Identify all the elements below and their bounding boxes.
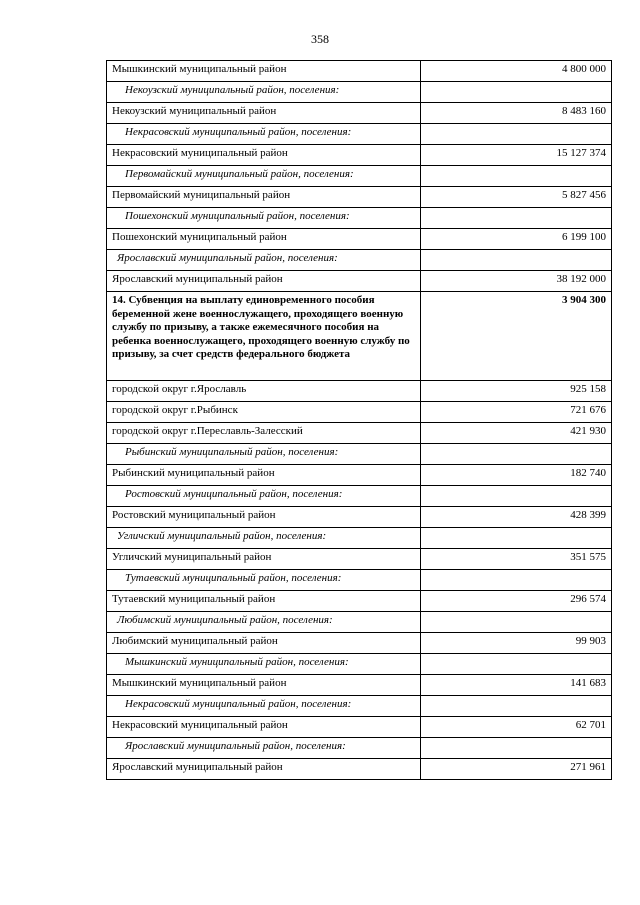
table-row <box>107 423 612 444</box>
subsidy-table-body <box>107 61 612 780</box>
amount-cell: 5 827 456 <box>421 187 612 208</box>
table-row <box>107 271 612 292</box>
recipient-name: Ярославский муниципальный район, поселения: <box>107 738 421 759</box>
amount-cell: 8 483 160 <box>421 103 612 124</box>
table-row <box>107 402 612 423</box>
recipient-name: Тутаевский муниципальный район <box>107 591 421 612</box>
table-row <box>107 61 612 82</box>
amount-cell <box>421 166 612 187</box>
recipient-name: Мышкинский муниципальный район <box>107 675 421 696</box>
amount-cell: 15 127 374 <box>421 145 612 166</box>
recipient-name: Ростовский муниципальный район <box>107 507 421 528</box>
table-row <box>107 717 612 738</box>
amount-cell <box>421 82 612 103</box>
amount-cell: 351 575 <box>421 549 612 570</box>
amount-cell: 721 676 <box>421 402 612 423</box>
recipient-name: Любимский муниципальный район, поселения: <box>107 612 421 633</box>
amount-cell: 141 683 <box>421 675 612 696</box>
recipient-name: Мышкинский муниципальный район, поселения: <box>107 654 421 675</box>
amount-cell <box>421 208 612 229</box>
settlement-subheader-row <box>107 250 612 271</box>
table-row <box>107 633 612 654</box>
recipient-name: Рыбинский муниципальный район, поселения: <box>107 444 421 465</box>
recipient-name: Ярославский муниципальный район <box>107 271 421 292</box>
amount-cell: 99 903 <box>421 633 612 654</box>
recipient-name: Ярославский муниципальный район <box>107 759 421 780</box>
section-title: 14. Субвенция на выплату единовременного пособия беременной жене военнослужащего, проходящего военную службу по призыву, а также ежемесячного пособия на ребенка военнослужащего, проходящего военную службу по призыву, за счет средств федерального бюджета <box>107 292 421 381</box>
section-header-row <box>107 292 612 381</box>
amount-cell: 421 930 <box>421 423 612 444</box>
recipient-name: Рыбинский муниципальный район <box>107 465 421 486</box>
table-row <box>107 229 612 250</box>
settlement-subheader-row <box>107 82 612 103</box>
recipient-name: Пошехонский муниципальный район <box>107 229 421 250</box>
amount-cell <box>421 528 612 549</box>
recipient-name: Некрасовский муниципальный район, поселения: <box>107 696 421 717</box>
table-row <box>107 591 612 612</box>
amount-cell <box>421 612 612 633</box>
amount-cell <box>421 654 612 675</box>
settlement-subheader-row <box>107 486 612 507</box>
recipient-name: Некоузский муниципальный район, поселения: <box>107 82 421 103</box>
recipient-name: Пошехонский муниципальный район, поселения: <box>107 208 421 229</box>
recipient-name: Некоузский муниципальный район <box>107 103 421 124</box>
recipient-name: Ростовский муниципальный район, поселения: <box>107 486 421 507</box>
recipient-name: Угличский муниципальный район <box>107 549 421 570</box>
table-row <box>107 381 612 402</box>
settlement-subheader-row <box>107 738 612 759</box>
recipient-name: Мышкинский муниципальный район <box>107 61 421 82</box>
subsidy-table <box>106 60 612 780</box>
settlement-subheader-row <box>107 528 612 549</box>
amount-cell <box>421 250 612 271</box>
page-number: 358 <box>311 32 329 46</box>
settlement-subheader-row <box>107 124 612 145</box>
amount-cell: 296 574 <box>421 591 612 612</box>
settlement-subheader-row <box>107 612 612 633</box>
amount-cell: 925 158 <box>421 381 612 402</box>
amount-cell <box>421 486 612 507</box>
settlement-subheader-row <box>107 570 612 591</box>
section-total-amount: 3 904 300 <box>421 292 612 381</box>
settlement-subheader-row <box>107 696 612 717</box>
settlement-subheader-row <box>107 444 612 465</box>
table-row <box>107 465 612 486</box>
recipient-name: Некрасовский муниципальный район, поселения: <box>107 124 421 145</box>
table-row <box>107 549 612 570</box>
recipient-name: Тутаевский муниципальный район, поселения: <box>107 570 421 591</box>
recipient-name: Первомайский муниципальный район, поселения: <box>107 166 421 187</box>
amount-cell: 6 199 100 <box>421 229 612 250</box>
recipient-name: городской округ г.Переславль-Залесский <box>107 423 421 444</box>
settlement-subheader-row <box>107 654 612 675</box>
table-row <box>107 759 612 780</box>
amount-cell: 4 800 000 <box>421 61 612 82</box>
table-row <box>107 187 612 208</box>
recipient-name: Первомайский муниципальный район <box>107 187 421 208</box>
table-row <box>107 675 612 696</box>
settlement-subheader-row <box>107 166 612 187</box>
recipient-name: Некрасовский муниципальный район <box>107 717 421 738</box>
amount-cell <box>421 738 612 759</box>
table-row <box>107 507 612 528</box>
amount-cell: 428 399 <box>421 507 612 528</box>
amount-cell <box>421 124 612 145</box>
recipient-name: Угличский муниципальный район, поселения: <box>107 528 421 549</box>
recipient-name: Ярославский муниципальный район, поселения: <box>107 250 421 271</box>
amount-cell: 62 701 <box>421 717 612 738</box>
recipient-name: Любимский муниципальный район <box>107 633 421 654</box>
recipient-name: Некрасовский муниципальный район <box>107 145 421 166</box>
table-row <box>107 145 612 166</box>
amount-cell: 182 740 <box>421 465 612 486</box>
settlement-subheader-row <box>107 208 612 229</box>
amount-cell: 271 961 <box>421 759 612 780</box>
table-row <box>107 103 612 124</box>
amount-cell <box>421 444 612 465</box>
amount-cell <box>421 570 612 591</box>
recipient-name: городской округ г.Ярославль <box>107 381 421 402</box>
recipient-name: городской округ г.Рыбинск <box>107 402 421 423</box>
amount-cell <box>421 696 612 717</box>
amount-cell: 38 192 000 <box>421 271 612 292</box>
